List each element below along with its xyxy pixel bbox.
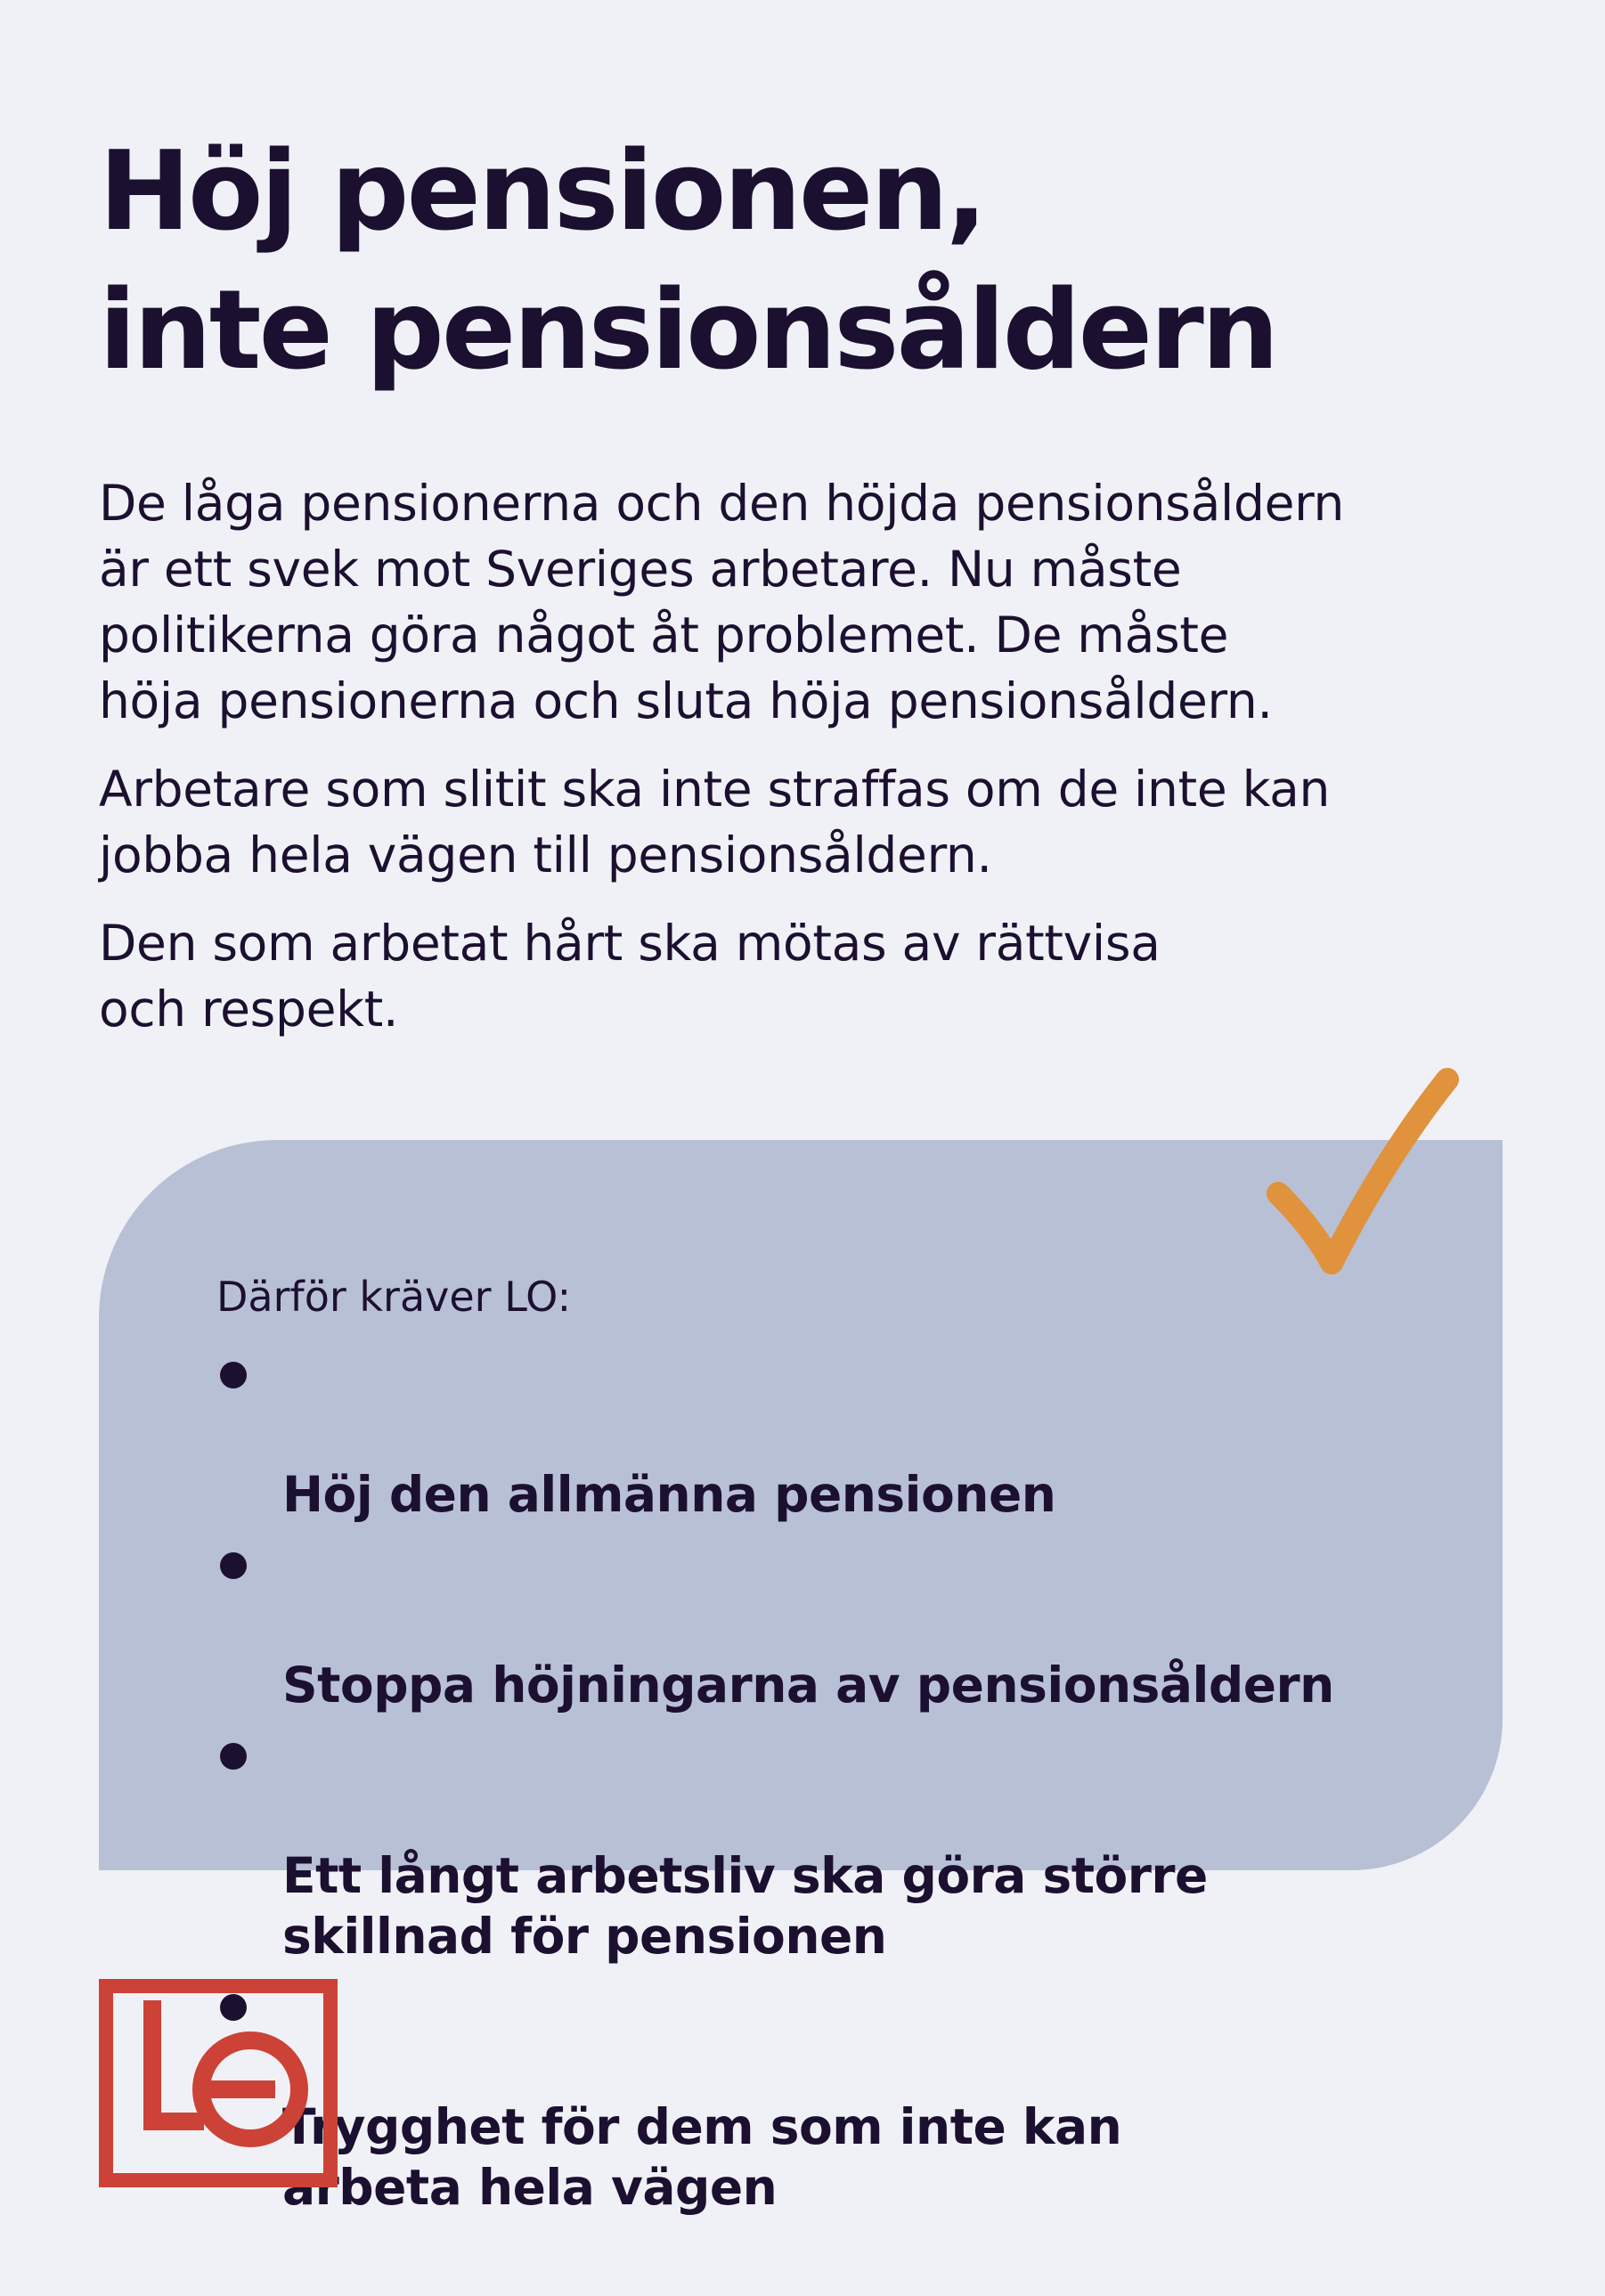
bullet-icon	[220, 1743, 247, 1770]
paragraph-1: De låga pensionerna och den höjda pensionsåldern är ett svek mot Sveriges arbetare. Nu måste politikerna göra något åt problemet. De måste höja pensionerna och sluta höja pensionsåldern.	[99, 475, 1345, 729]
bullet-icon	[220, 1552, 247, 1579]
demand-item	[216, 1724, 1334, 1966]
page-title	[99, 123, 1276, 401]
demand-text: Trygghet för dem som inte kan arbeta hela vägen	[282, 2098, 1122, 2216]
paragraph-3: Den som arbetat hårt ska mötas av rättvisa och respekt.	[99, 915, 1161, 1038]
checkmark-icon	[1247, 1060, 1479, 1309]
title-line-1: Höj pensionen,	[99, 128, 985, 256]
demands-list	[216, 1343, 1334, 2227]
demand-item	[216, 1534, 1334, 1715]
lo-logo	[99, 1979, 338, 2187]
paragraph-2: Arbetare som slitit ska inte straffas om de inte kan jobba hela vägen till pensionsåldern.	[99, 761, 1331, 883]
demand-text: Höj den allmänna pensionen	[282, 1466, 1056, 1523]
demand-text: Ett långt arbetsliv ska göra större skillnad för pensionen	[282, 1847, 1208, 1965]
demand-text: Stoppa höjningarna av pensionsåldern	[282, 1657, 1334, 1714]
title-line-2: inte pensionsåldern	[99, 267, 1277, 395]
demand-item	[216, 1343, 1334, 1525]
demand-item	[216, 1975, 1334, 2218]
bullet-icon	[220, 1362, 247, 1388]
intro-text	[99, 470, 1488, 1064]
demands-lead: Därför kräver LO:	[216, 1273, 572, 1321]
